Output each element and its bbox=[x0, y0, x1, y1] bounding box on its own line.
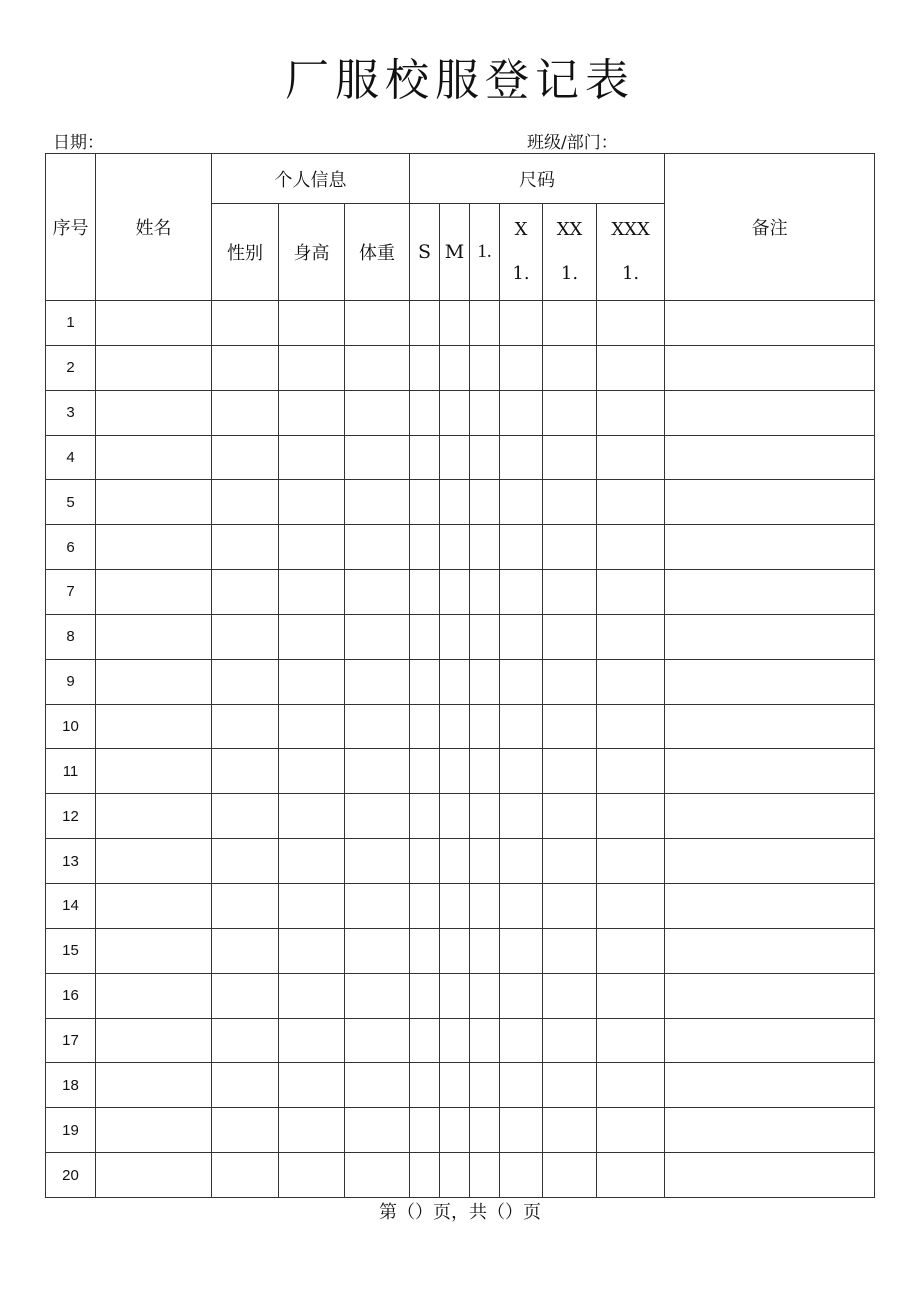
header-size-m: M bbox=[440, 204, 470, 301]
entry-cell[interactable] bbox=[279, 973, 345, 1018]
entry-cell[interactable] bbox=[500, 301, 543, 346]
entry-cell[interactable] bbox=[597, 525, 665, 570]
entry-cell[interactable] bbox=[279, 345, 345, 390]
entry-cell[interactable] bbox=[410, 973, 440, 1018]
entry-cell[interactable] bbox=[543, 749, 597, 794]
row-number: 1 bbox=[46, 301, 96, 346]
entry-cell[interactable] bbox=[212, 525, 279, 570]
entry-cell[interactable] bbox=[597, 345, 665, 390]
entry-cell[interactable] bbox=[440, 883, 470, 928]
entry-cell[interactable] bbox=[665, 301, 875, 346]
entry-cell[interactable] bbox=[212, 973, 279, 1018]
page-footer: 第（）页，共（）页 bbox=[379, 1202, 541, 1223]
entry-cell[interactable] bbox=[96, 435, 212, 480]
entry-cell[interactable] bbox=[96, 345, 212, 390]
entry-cell[interactable] bbox=[597, 1108, 665, 1153]
header-seq: 序号 bbox=[46, 154, 96, 301]
entry-cell[interactable] bbox=[543, 1063, 597, 1108]
entry-cell[interactable] bbox=[500, 883, 543, 928]
entry-cell[interactable] bbox=[345, 345, 410, 390]
entry-cell[interactable] bbox=[212, 794, 279, 839]
entry-cell[interactable] bbox=[500, 1108, 543, 1153]
row-number: 5 bbox=[46, 480, 96, 525]
entry-cell[interactable] bbox=[345, 301, 410, 346]
entry-cell[interactable] bbox=[410, 480, 440, 525]
row-number: 8 bbox=[46, 614, 96, 659]
entry-cell[interactable] bbox=[410, 435, 440, 480]
entry-cell[interactable] bbox=[96, 928, 212, 973]
entry-cell[interactable] bbox=[500, 570, 543, 615]
registration-table bbox=[45, 153, 875, 1198]
entry-cell[interactable] bbox=[543, 1153, 597, 1198]
entry-cell[interactable] bbox=[212, 480, 279, 525]
entry-cell[interactable] bbox=[665, 1018, 875, 1063]
table-row bbox=[46, 1108, 875, 1153]
entry-cell[interactable] bbox=[500, 973, 543, 1018]
row-number: 17 bbox=[46, 1018, 96, 1063]
entry-cell[interactable] bbox=[500, 1018, 543, 1063]
entry-cell[interactable] bbox=[279, 570, 345, 615]
header-height: 身高 bbox=[279, 204, 345, 301]
entry-cell[interactable] bbox=[543, 973, 597, 1018]
entry-cell[interactable] bbox=[543, 1018, 597, 1063]
entry-cell[interactable] bbox=[345, 839, 410, 884]
entry-cell[interactable] bbox=[279, 390, 345, 435]
entry-cell[interactable] bbox=[470, 749, 500, 794]
entry-cell[interactable] bbox=[410, 570, 440, 615]
entry-cell[interactable] bbox=[279, 883, 345, 928]
entry-cell[interactable] bbox=[470, 435, 500, 480]
entry-cell[interactable] bbox=[440, 1108, 470, 1153]
entry-cell[interactable] bbox=[410, 883, 440, 928]
entry-cell[interactable] bbox=[345, 883, 410, 928]
entry-cell[interactable] bbox=[597, 749, 665, 794]
entry-cell[interactable] bbox=[345, 614, 410, 659]
entry-cell[interactable] bbox=[470, 301, 500, 346]
entry-cell[interactable] bbox=[279, 1108, 345, 1153]
table-row bbox=[46, 301, 875, 346]
size-xxxl-line1: XXX bbox=[611, 219, 650, 240]
entry-cell[interactable] bbox=[470, 390, 500, 435]
entry-cell[interactable] bbox=[470, 973, 500, 1018]
entry-cell[interactable] bbox=[597, 839, 665, 884]
header-personal-info: 个人信息 bbox=[212, 154, 410, 204]
row-number: 20 bbox=[46, 1153, 96, 1198]
entry-cell[interactable] bbox=[597, 794, 665, 839]
row-number: 4 bbox=[46, 435, 96, 480]
row-number: 18 bbox=[46, 1063, 96, 1108]
entry-cell[interactable] bbox=[470, 704, 500, 749]
entry-cell[interactable] bbox=[345, 749, 410, 794]
entry-cell[interactable] bbox=[470, 1018, 500, 1063]
entry-cell[interactable] bbox=[597, 301, 665, 346]
header-name: 姓名 bbox=[96, 154, 212, 301]
entry-cell[interactable] bbox=[212, 1153, 279, 1198]
table-row bbox=[46, 883, 875, 928]
header-size-l: 1. bbox=[470, 204, 500, 301]
entry-cell[interactable] bbox=[410, 794, 440, 839]
header-size-xxxl bbox=[597, 204, 665, 301]
entry-cell[interactable] bbox=[96, 883, 212, 928]
row-number: 2 bbox=[46, 345, 96, 390]
entry-cell[interactable] bbox=[470, 614, 500, 659]
entry-cell[interactable] bbox=[96, 570, 212, 615]
entry-cell[interactable] bbox=[665, 345, 875, 390]
entry-cell[interactable] bbox=[665, 614, 875, 659]
entry-cell[interactable] bbox=[410, 659, 440, 704]
entry-cell[interactable] bbox=[279, 839, 345, 884]
entry-cell[interactable] bbox=[500, 345, 543, 390]
entry-cell[interactable] bbox=[96, 794, 212, 839]
entry-cell[interactable] bbox=[212, 301, 279, 346]
header-size-xl bbox=[500, 204, 543, 301]
entry-cell[interactable] bbox=[410, 839, 440, 884]
entry-cell[interactable] bbox=[212, 883, 279, 928]
form-title: 厂服校服登记表 bbox=[285, 55, 635, 106]
entry-cell[interactable] bbox=[440, 659, 470, 704]
entry-cell[interactable] bbox=[410, 614, 440, 659]
entry-cell[interactable] bbox=[96, 1153, 212, 1198]
entry-cell[interactable] bbox=[212, 345, 279, 390]
entry-cell[interactable] bbox=[597, 390, 665, 435]
entry-cell[interactable] bbox=[345, 659, 410, 704]
entry-cell[interactable] bbox=[500, 839, 543, 884]
entry-cell[interactable] bbox=[665, 480, 875, 525]
entry-cell[interactable] bbox=[345, 704, 410, 749]
entry-cell[interactable] bbox=[279, 1018, 345, 1063]
entry-cell[interactable] bbox=[470, 570, 500, 615]
entry-cell[interactable] bbox=[440, 749, 470, 794]
entry-cell[interactable] bbox=[410, 525, 440, 570]
entry-cell[interactable] bbox=[500, 480, 543, 525]
row-number: 16 bbox=[46, 973, 96, 1018]
entry-cell[interactable] bbox=[665, 973, 875, 1018]
entry-cell[interactable] bbox=[279, 480, 345, 525]
entry-cell[interactable] bbox=[543, 794, 597, 839]
row-number: 11 bbox=[46, 749, 96, 794]
table-row bbox=[46, 1063, 875, 1108]
header-gender: 性别 bbox=[212, 204, 279, 301]
row-number: 15 bbox=[46, 928, 96, 973]
entry-cell[interactable] bbox=[96, 480, 212, 525]
entry-cell[interactable] bbox=[440, 928, 470, 973]
entry-cell[interactable] bbox=[470, 659, 500, 704]
entry-cell[interactable] bbox=[212, 570, 279, 615]
entry-cell[interactable] bbox=[543, 345, 597, 390]
entry-cell[interactable] bbox=[543, 883, 597, 928]
entry-cell[interactable] bbox=[665, 390, 875, 435]
entry-cell[interactable] bbox=[212, 1018, 279, 1063]
entry-cell[interactable] bbox=[470, 794, 500, 839]
entry-cell[interactable] bbox=[345, 794, 410, 839]
entry-cell[interactable] bbox=[440, 973, 470, 1018]
entry-cell[interactable] bbox=[345, 435, 410, 480]
size-xl-line2: 1. bbox=[512, 263, 530, 284]
entry-cell[interactable] bbox=[543, 1108, 597, 1153]
entry-cell[interactable] bbox=[345, 928, 410, 973]
entry-cell[interactable] bbox=[410, 390, 440, 435]
entry-cell[interactable] bbox=[597, 614, 665, 659]
entry-cell[interactable] bbox=[279, 1153, 345, 1198]
entry-cell[interactable] bbox=[345, 570, 410, 615]
table-row bbox=[46, 1018, 875, 1063]
row-number: 19 bbox=[46, 1108, 96, 1153]
entry-cell[interactable] bbox=[212, 839, 279, 884]
entry-cell[interactable] bbox=[96, 1108, 212, 1153]
entry-cell[interactable] bbox=[96, 1063, 212, 1108]
entry-cell[interactable] bbox=[665, 1153, 875, 1198]
entry-cell[interactable] bbox=[96, 749, 212, 794]
entry-cell[interactable] bbox=[665, 839, 875, 884]
row-number: 12 bbox=[46, 794, 96, 839]
entry-cell[interactable] bbox=[665, 883, 875, 928]
entry-cell[interactable] bbox=[543, 839, 597, 884]
entry-cell[interactable] bbox=[345, 480, 410, 525]
entry-cell[interactable] bbox=[440, 525, 470, 570]
entry-cell[interactable] bbox=[279, 525, 345, 570]
header-remarks: 备注 bbox=[665, 154, 875, 301]
size-xxl-line1: XX bbox=[556, 219, 583, 240]
entry-cell[interactable] bbox=[543, 704, 597, 749]
department-label: 班级/部门： bbox=[527, 133, 618, 153]
entry-cell[interactable] bbox=[440, 704, 470, 749]
entry-cell[interactable] bbox=[665, 525, 875, 570]
entry-cell[interactable] bbox=[470, 1153, 500, 1198]
entry-cell[interactable] bbox=[440, 794, 470, 839]
table-row bbox=[46, 390, 875, 435]
entry-cell[interactable] bbox=[96, 614, 212, 659]
entry-cell[interactable] bbox=[440, 1063, 470, 1108]
entry-cell[interactable] bbox=[665, 659, 875, 704]
table-row bbox=[46, 839, 875, 884]
entry-cell[interactable] bbox=[597, 883, 665, 928]
entry-cell[interactable] bbox=[500, 704, 543, 749]
row-number: 13 bbox=[46, 839, 96, 884]
entry-cell[interactable] bbox=[410, 749, 440, 794]
table-row bbox=[46, 704, 875, 749]
entry-cell[interactable] bbox=[440, 435, 470, 480]
entry-cell[interactable] bbox=[410, 704, 440, 749]
entry-cell[interactable] bbox=[665, 1063, 875, 1108]
date-label: 日期： bbox=[53, 133, 104, 153]
size-xxl-line2: 1. bbox=[560, 263, 579, 284]
entry-cell[interactable] bbox=[543, 659, 597, 704]
entry-cell[interactable] bbox=[440, 570, 470, 615]
entry-cell[interactable] bbox=[470, 1108, 500, 1153]
table-row bbox=[46, 525, 875, 570]
row-number: 3 bbox=[46, 390, 96, 435]
entry-cell[interactable] bbox=[597, 1018, 665, 1063]
entry-cell[interactable] bbox=[440, 839, 470, 884]
entry-cell[interactable] bbox=[500, 1153, 543, 1198]
table-row bbox=[46, 570, 875, 615]
entry-cell[interactable] bbox=[96, 659, 212, 704]
entry-cell[interactable] bbox=[500, 659, 543, 704]
entry-cell[interactable] bbox=[212, 928, 279, 973]
table-row bbox=[46, 928, 875, 973]
entry-cell[interactable] bbox=[543, 301, 597, 346]
entry-cell[interactable] bbox=[440, 390, 470, 435]
row-number: 6 bbox=[46, 525, 96, 570]
size-xxxl-line2: 1. bbox=[621, 263, 640, 284]
entry-cell[interactable] bbox=[279, 659, 345, 704]
entry-cell[interactable] bbox=[500, 390, 543, 435]
table-row bbox=[46, 1153, 875, 1198]
entry-cell[interactable] bbox=[345, 525, 410, 570]
entry-cell[interactable] bbox=[410, 1018, 440, 1063]
entry-cell[interactable] bbox=[410, 301, 440, 346]
entry-cell[interactable] bbox=[665, 570, 875, 615]
entry-cell[interactable] bbox=[279, 1063, 345, 1108]
entry-cell[interactable] bbox=[500, 749, 543, 794]
entry-cell[interactable] bbox=[279, 928, 345, 973]
entry-cell[interactable] bbox=[279, 614, 345, 659]
entry-cell[interactable] bbox=[410, 1108, 440, 1153]
entry-cell[interactable] bbox=[345, 1063, 410, 1108]
entry-cell[interactable] bbox=[96, 525, 212, 570]
entry-cell[interactable] bbox=[665, 794, 875, 839]
entry-cell[interactable] bbox=[440, 301, 470, 346]
entry-cell[interactable] bbox=[345, 973, 410, 1018]
row-number: 10 bbox=[46, 704, 96, 749]
table-row bbox=[46, 480, 875, 525]
entry-cell[interactable] bbox=[543, 570, 597, 615]
entry-cell[interactable] bbox=[96, 704, 212, 749]
entry-cell[interactable] bbox=[470, 345, 500, 390]
entry-cell[interactable] bbox=[410, 1063, 440, 1108]
entry-cell[interactable] bbox=[597, 480, 665, 525]
entry-cell[interactable] bbox=[543, 525, 597, 570]
entry-cell[interactable] bbox=[665, 928, 875, 973]
entry-cell[interactable] bbox=[500, 614, 543, 659]
entry-cell[interactable] bbox=[543, 928, 597, 973]
entry-cell[interactable] bbox=[500, 1063, 543, 1108]
entry-cell[interactable] bbox=[500, 794, 543, 839]
entry-cell[interactable] bbox=[500, 435, 543, 480]
entry-cell[interactable] bbox=[345, 1108, 410, 1153]
entry-cell[interactable] bbox=[279, 794, 345, 839]
header-weight: 体重 bbox=[345, 204, 410, 301]
table-row bbox=[46, 794, 875, 839]
entry-cell[interactable] bbox=[96, 390, 212, 435]
entry-cell[interactable] bbox=[345, 390, 410, 435]
entry-cell[interactable] bbox=[597, 704, 665, 749]
entry-cell[interactable] bbox=[212, 704, 279, 749]
entry-cell[interactable] bbox=[470, 839, 500, 884]
entry-cell[interactable] bbox=[597, 1153, 665, 1198]
entry-cell[interactable] bbox=[665, 1108, 875, 1153]
header-size: 尺码 bbox=[410, 154, 665, 204]
entry-cell[interactable] bbox=[212, 1108, 279, 1153]
entry-cell[interactable] bbox=[543, 480, 597, 525]
entry-cell[interactable] bbox=[212, 435, 279, 480]
entry-cell[interactable] bbox=[440, 1018, 470, 1063]
entry-cell[interactable] bbox=[597, 973, 665, 1018]
entry-cell[interactable] bbox=[440, 1153, 470, 1198]
entry-cell[interactable] bbox=[410, 928, 440, 973]
size-xl-line1: X bbox=[514, 219, 528, 240]
entry-cell[interactable] bbox=[500, 928, 543, 973]
entry-cell[interactable] bbox=[543, 435, 597, 480]
entry-cell[interactable] bbox=[96, 973, 212, 1018]
entry-cell[interactable] bbox=[410, 345, 440, 390]
entry-cell[interactable] bbox=[96, 839, 212, 884]
entry-cell[interactable] bbox=[440, 480, 470, 525]
entry-cell[interactable] bbox=[543, 614, 597, 659]
entry-cell[interactable] bbox=[440, 614, 470, 659]
entry-cell[interactable] bbox=[96, 301, 212, 346]
entry-cell[interactable] bbox=[345, 1153, 410, 1198]
row-number: 14 bbox=[46, 883, 96, 928]
table-row bbox=[46, 973, 875, 1018]
entry-cell[interactable] bbox=[470, 928, 500, 973]
entry-cell[interactable] bbox=[410, 1153, 440, 1198]
table-row bbox=[46, 435, 875, 480]
table-row bbox=[46, 659, 875, 704]
header-size-xxl bbox=[543, 204, 597, 301]
entry-cell[interactable] bbox=[665, 435, 875, 480]
row-number: 7 bbox=[46, 570, 96, 615]
entry-cell[interactable] bbox=[597, 928, 665, 973]
entry-cell[interactable] bbox=[279, 749, 345, 794]
entry-cell[interactable] bbox=[96, 1018, 212, 1063]
entry-cell[interactable] bbox=[500, 525, 543, 570]
header-size-s: S bbox=[410, 204, 440, 301]
entry-cell[interactable] bbox=[665, 704, 875, 749]
entry-cell[interactable] bbox=[279, 435, 345, 480]
entry-cell[interactable] bbox=[665, 749, 875, 794]
entry-cell[interactable] bbox=[470, 1063, 500, 1108]
entry-cell[interactable] bbox=[543, 390, 597, 435]
entry-cell[interactable] bbox=[440, 345, 470, 390]
entry-cell[interactable] bbox=[470, 525, 500, 570]
entry-cell[interactable] bbox=[279, 704, 345, 749]
entry-cell[interactable] bbox=[212, 749, 279, 794]
entry-cell[interactable] bbox=[597, 435, 665, 480]
entry-cell[interactable] bbox=[597, 570, 665, 615]
entry-cell[interactable] bbox=[597, 659, 665, 704]
entry-cell[interactable] bbox=[212, 390, 279, 435]
entry-cell[interactable] bbox=[212, 614, 279, 659]
entry-cell[interactable] bbox=[470, 480, 500, 525]
row-number: 9 bbox=[46, 659, 96, 704]
entry-cell[interactable] bbox=[212, 659, 279, 704]
entry-cell[interactable] bbox=[345, 1018, 410, 1063]
entry-cell[interactable] bbox=[597, 1063, 665, 1108]
entry-cell[interactable] bbox=[212, 1063, 279, 1108]
table-row bbox=[46, 614, 875, 659]
entry-cell[interactable] bbox=[470, 883, 500, 928]
table-row bbox=[46, 749, 875, 794]
table-row bbox=[46, 345, 875, 390]
entry-cell[interactable] bbox=[279, 301, 345, 346]
